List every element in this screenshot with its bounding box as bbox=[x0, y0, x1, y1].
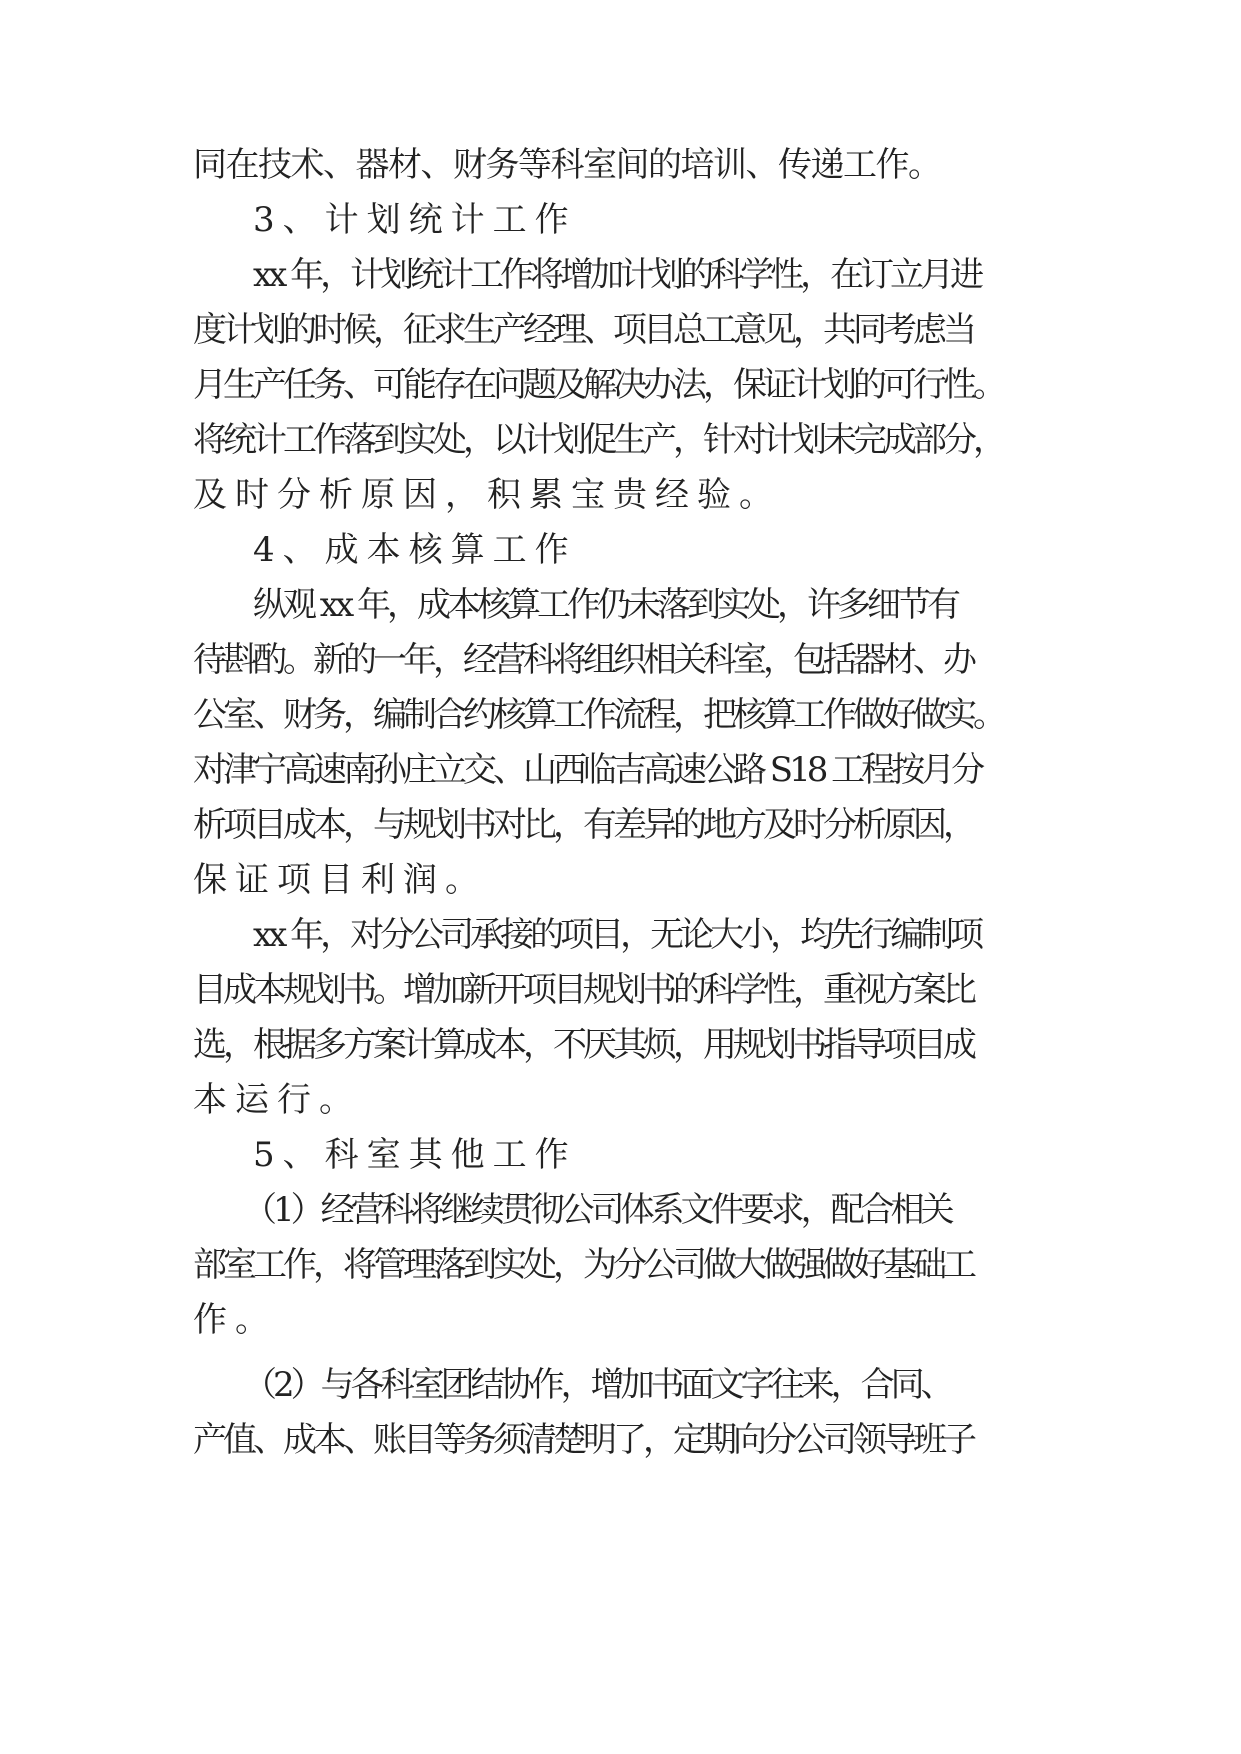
paragraph-line: xx 年，对分公司承接的项目，无论大小，均先行编制项 bbox=[253, 915, 981, 955]
paragraph-line: 纵观 xx 年，成本核算工作仍未落到实处，许多细节有 bbox=[253, 585, 957, 625]
paragraph-line: 本运行。 bbox=[193, 1080, 361, 1120]
paragraph-line: 待斟酌。新的一年，经营科将组织相关科室，包括器材、办 bbox=[193, 640, 973, 680]
section-heading: 3、计划统计工作 bbox=[253, 200, 577, 240]
paragraph-line: xx 年，计划统计工作将增加计划的科学性，在订立月进 bbox=[253, 255, 981, 295]
paragraph-line: 部室工作，将管理落到实处，为分公司做大做强做好基础工 bbox=[193, 1245, 973, 1285]
paragraph-line: 公室、财务，编制合约核算工作流程，把核算工作做好做实。 bbox=[193, 695, 1003, 735]
section-heading: 5、科室其他工作 bbox=[253, 1135, 577, 1175]
section-heading: 4、成本核算工作 bbox=[253, 530, 577, 570]
paragraph-line: （1）经营科将继续贯彻公司体系文件要求，配合相关 bbox=[243, 1190, 951, 1230]
paragraph-line: 度计划的时候，征求生产经理、项目总工意见，共同考虑当 bbox=[193, 310, 973, 350]
paragraph-line: 保证项目利润。 bbox=[193, 860, 487, 900]
paragraph-line: 目成本规划书。增加新开项目规划书的科学性，重视方案比 bbox=[193, 970, 973, 1010]
paragraph-line: （2）与各科室团结协作，增加书面文字往来，合同、 bbox=[243, 1365, 951, 1405]
paragraph-line: 同在技术、器材、财务等科室间的培训、传递工作。 bbox=[193, 145, 941, 185]
paragraph-line: 析项目成本，与规划书对比，有差异的地方及时分析原因， bbox=[193, 805, 973, 845]
paragraph-line: 选，根据多方案计算成本，不厌其烦，用规划书指导项目成 bbox=[193, 1025, 973, 1065]
paragraph-line: 作。 bbox=[193, 1300, 277, 1340]
paragraph-line: 产值、成本、账目等务须清楚明了，定期向分公司领导班子 bbox=[193, 1420, 973, 1460]
paragraph-line: 月生产任务、可能存在问题及解决办法，保证计划的可行性。 bbox=[193, 365, 1003, 405]
paragraph-line: 及时分析原因，积累宝贵经验。 bbox=[193, 475, 781, 515]
paragraph-line: 对津宁高速南孙庄立交、山西临吉高速公路 S18 工程按月分 bbox=[193, 750, 982, 790]
paragraph-line: 将统计工作落到实处，以计划促生产，针对计划未完成部分， bbox=[193, 420, 1003, 460]
